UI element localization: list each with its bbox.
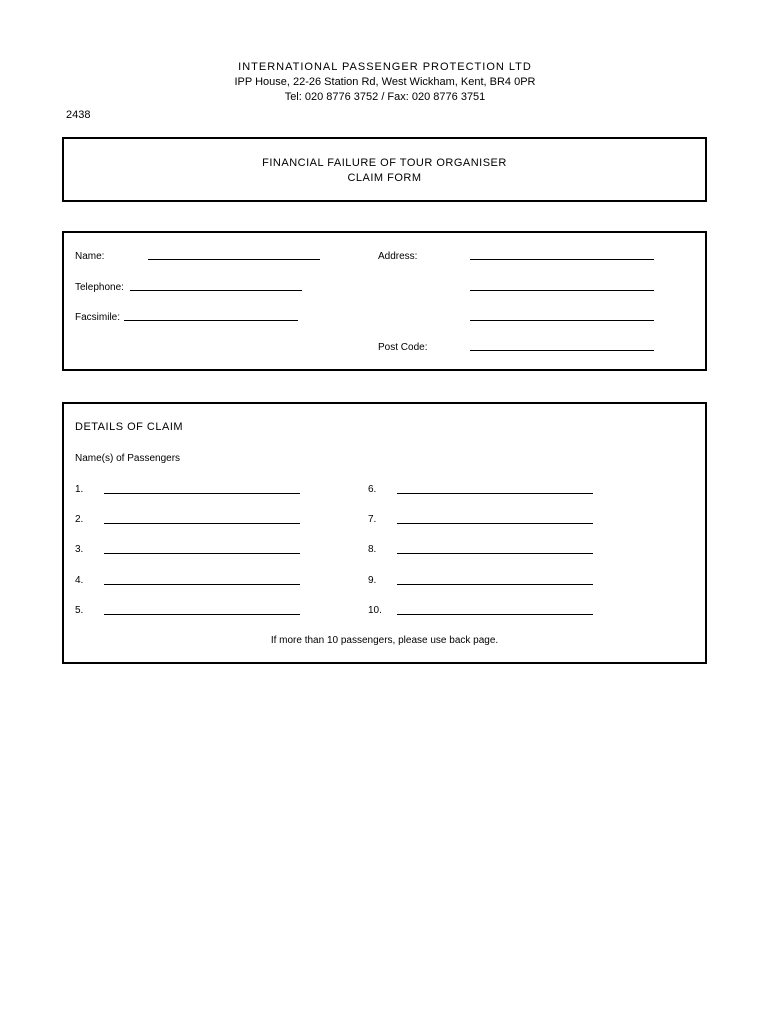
passenger-number: 4. bbox=[75, 575, 84, 586]
passenger-2-field[interactable] bbox=[104, 522, 300, 524]
address-line-1-field[interactable] bbox=[470, 259, 654, 260]
company-contact: Tel: 020 8776 3752 / Fax: 020 8776 3751 bbox=[284, 91, 486, 103]
facsimile-label: Facsimile: bbox=[75, 312, 121, 323]
passenger-number: 5. bbox=[75, 605, 84, 616]
passenger-6-field[interactable] bbox=[397, 492, 593, 494]
passenger-number: 3. bbox=[75, 544, 84, 555]
passengers-label: Name(s) of Passengers bbox=[75, 453, 181, 464]
passenger-3-field[interactable] bbox=[104, 552, 300, 554]
postcode-label: Post Code: bbox=[378, 342, 428, 353]
back-page-note: If more than 10 passengers, please use back page. bbox=[270, 635, 499, 646]
passenger-number: 1. bbox=[75, 484, 84, 495]
address-label: Address: bbox=[378, 251, 418, 262]
passenger-7-field[interactable] bbox=[397, 522, 593, 524]
company-address: IPP House, 22-26 Station Rd, West Wickham, Kent, BR4 0PR bbox=[234, 76, 536, 88]
address-line-2-field[interactable] bbox=[470, 290, 654, 291]
passenger-8-field[interactable] bbox=[397, 552, 593, 554]
document-number: 2438 bbox=[66, 109, 91, 121]
passenger-10-field[interactable] bbox=[397, 613, 593, 615]
telephone-label: Telephone: bbox=[75, 282, 124, 293]
passenger-9-field[interactable] bbox=[397, 583, 593, 585]
passenger-5-field[interactable] bbox=[104, 613, 300, 615]
form-title-box bbox=[62, 137, 707, 202]
claim-details-box bbox=[62, 402, 707, 664]
form-subtitle: CLAIM FORM bbox=[347, 172, 422, 184]
name-field[interactable] bbox=[148, 259, 320, 260]
passenger-number: 2. bbox=[75, 514, 84, 525]
claim-details-heading: DETAILS OF CLAIM bbox=[75, 421, 184, 433]
form-title: FINANCIAL FAILURE OF TOUR ORGANISER bbox=[262, 157, 507, 169]
passenger-number: 10. bbox=[368, 605, 382, 616]
postcode-field[interactable] bbox=[470, 350, 654, 351]
passenger-number: 9. bbox=[368, 575, 377, 586]
passenger-number: 7. bbox=[368, 514, 377, 525]
passenger-1-field[interactable] bbox=[104, 492, 300, 494]
name-label: Name: bbox=[75, 251, 105, 262]
telephone-field[interactable] bbox=[130, 290, 302, 291]
address-line-3-field[interactable] bbox=[470, 320, 654, 321]
letterhead bbox=[0, 60, 770, 105]
contact-details-box bbox=[62, 231, 707, 371]
passenger-number: 6. bbox=[368, 484, 377, 495]
passenger-4-field[interactable] bbox=[104, 583, 300, 585]
passenger-number: 8. bbox=[368, 544, 377, 555]
company-name: INTERNATIONAL PASSENGER PROTECTION LTD bbox=[238, 61, 532, 73]
facsimile-field[interactable] bbox=[124, 320, 298, 321]
